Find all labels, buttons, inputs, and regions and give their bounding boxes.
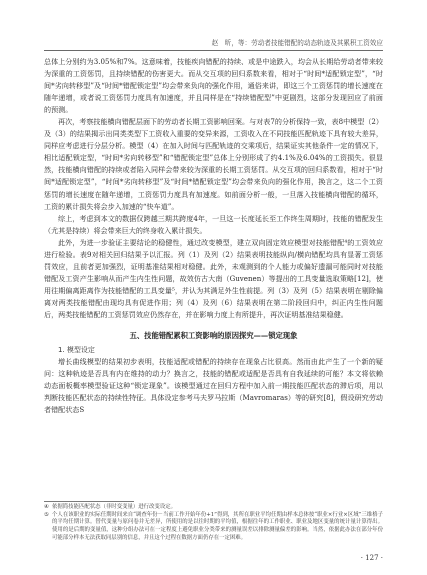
footnote-text: 个人在该职业的实际任期时间来自“调查年份－当前工作开始年份+1”得到，其所在职业平均任期由样本总体按“职业×行业×区域”三维格子的平均任期计算。替代变量与原问卷并无差异，所使用的是以往时期的平均值，根据往年的工作职业、职业及地区变量的统计量计算得出。使用的是后期的变量值，这种分组办法可在一定程度上避免职业分类带来的测量误差以排除测量偏差的影响。当然，依据此办法在部分年份可能部分样本无法获取同层别的信息，并且这个过程在数据方面仍存在一定困难。 (52, 511, 383, 541)
footnote-mark: ④ (44, 504, 49, 510)
footnote (44, 504, 383, 512)
section-title: 五、技能错配累积工资影响的原因探究——锁定现象 (129, 331, 298, 341)
footnote-mark: ⑤ (44, 511, 49, 518)
paragraph: 此外，为进一步验证主要结论的稳健性，通过改变模型，建立双向固定效应模型对技能错配⁴的工资效应进行检验。表9对相关回归结果予以汇报。列（1）及列（2）结果表明技能纵向/横向错配均具有显著工资惩罚效应，且前者更加强烈，证明基准结果相对稳健。此外，未观测到的个人能力或偏好遗漏可能同时对技能错配及工资产生影响从而产生内生性问题，故效仿古大南（Guvenen）等提出的工具变量选取策略[12]，使用往期偏离距离作为技能错配的工具变量⁵，并认为其满足外生性前提。列（3）及列（5）结果表明在剔除偏离对两类技能错配由现均具有促进作用；列（4）及列（6）结果表明在第二阶段回归中，纠正内生性问题后，两类技能错配的工资惩罚效应仍然存在，并在影响力度上有所提升，再次证明基准结果稳健。 (44, 237, 383, 319)
paragraph: 总体上分别约为3.05%和7%。这意味着，技能疾向错配的持续、或是中途跌入，均会从长期给劳动者带来较为深重的工资惩罚，且持续错配的伤害更大。而从交互项的回归系数来看，相对于“时间*适配锁定型”，“时间*劣向转移型”及“时间*错配锁定型”均会带来负向的强化作用，通俗来讲，即这三个工资惩罚的增长速度在随年递增，或者说工资惩罚力度具有加速度，并且同样是在“持续错配型”中更剧烈，这部分发现回应了前面的预测。 (44, 57, 383, 115)
subsection-title: 1. 模型设定 (58, 346, 95, 355)
paragraph: 综上，考虑到本文的数据仅跨越三期共跨度4年，一旦这一长度延长至工作终生周期时，技能的错配发生（尤其是持续）将会带来巨大的终身收入累计损失。 (44, 213, 383, 235)
footnote-divider (44, 501, 134, 502)
footnotes (44, 504, 383, 543)
paragraph: 增长曲线模型的结果初步表明，技能适配或错配的持续存在现象占比很高。然而由此产生了一个新的疑问：这种轨迹是否具有内在维持的动力？换言之，技能的错配或适配是否具有自我延续的可能？本文将依赖动态面板概率模型验证这种“锁定现象”。该模型通过在回归方程中加入前一期技能匹配状态的滞后项，用以判断技能匹配状态的持续性特征。具体设定参考马夫罗马拉斯（Mavromaras）等的研究[8]，假设研究劳动者错配状态S (44, 357, 383, 415)
body-text (44, 56, 383, 416)
paragraph: 再次，考察技能横向错配层面下的劳动者长期工资影响回案。与对表7的分析保持一致，表8中模型（2）及（3）的结果揭示出同类类型下工资收入重要的变异来源，工资收入在不同技能匹配轨迹下具有较大差异，同样应考虑进行分层分析。模型（4）在加入时间与匹配轨迹的交乘项后，结果证实其他条件一定的情况下，相比适配锁定型，“时间*劣向转移型”和“错配锁定型”总体上分别形成了约4.1%及6.04%的工资损失。很显然，技能横向错配的持续或者陷入同样会带来较为深重的长期工资惩罚。从交互项的回归系数看，相对于“时间*适配锁定型”，“时间*劣向转移型”及“时间*错配锁定型”均会带来负向的强化作用，换言之，这二个工资惩罚的增长速度在随年递增，工资惩罚力度具有加速度。如前面分析一般，一旦落入技能横向错配的循环，工资的累计损失将会步入加速的“快车道”。 (44, 117, 383, 211)
running-header (44, 38, 383, 51)
footnote-text: 依据简技能匹配状态（非时变变量）进行改变设定。 (52, 504, 176, 510)
running-title: 赵 昕，等：劳动者技能错配的动态轨迹及其累积工资效应 (211, 39, 383, 47)
footnote (44, 512, 383, 543)
page-number: · 127 · (360, 554, 383, 562)
